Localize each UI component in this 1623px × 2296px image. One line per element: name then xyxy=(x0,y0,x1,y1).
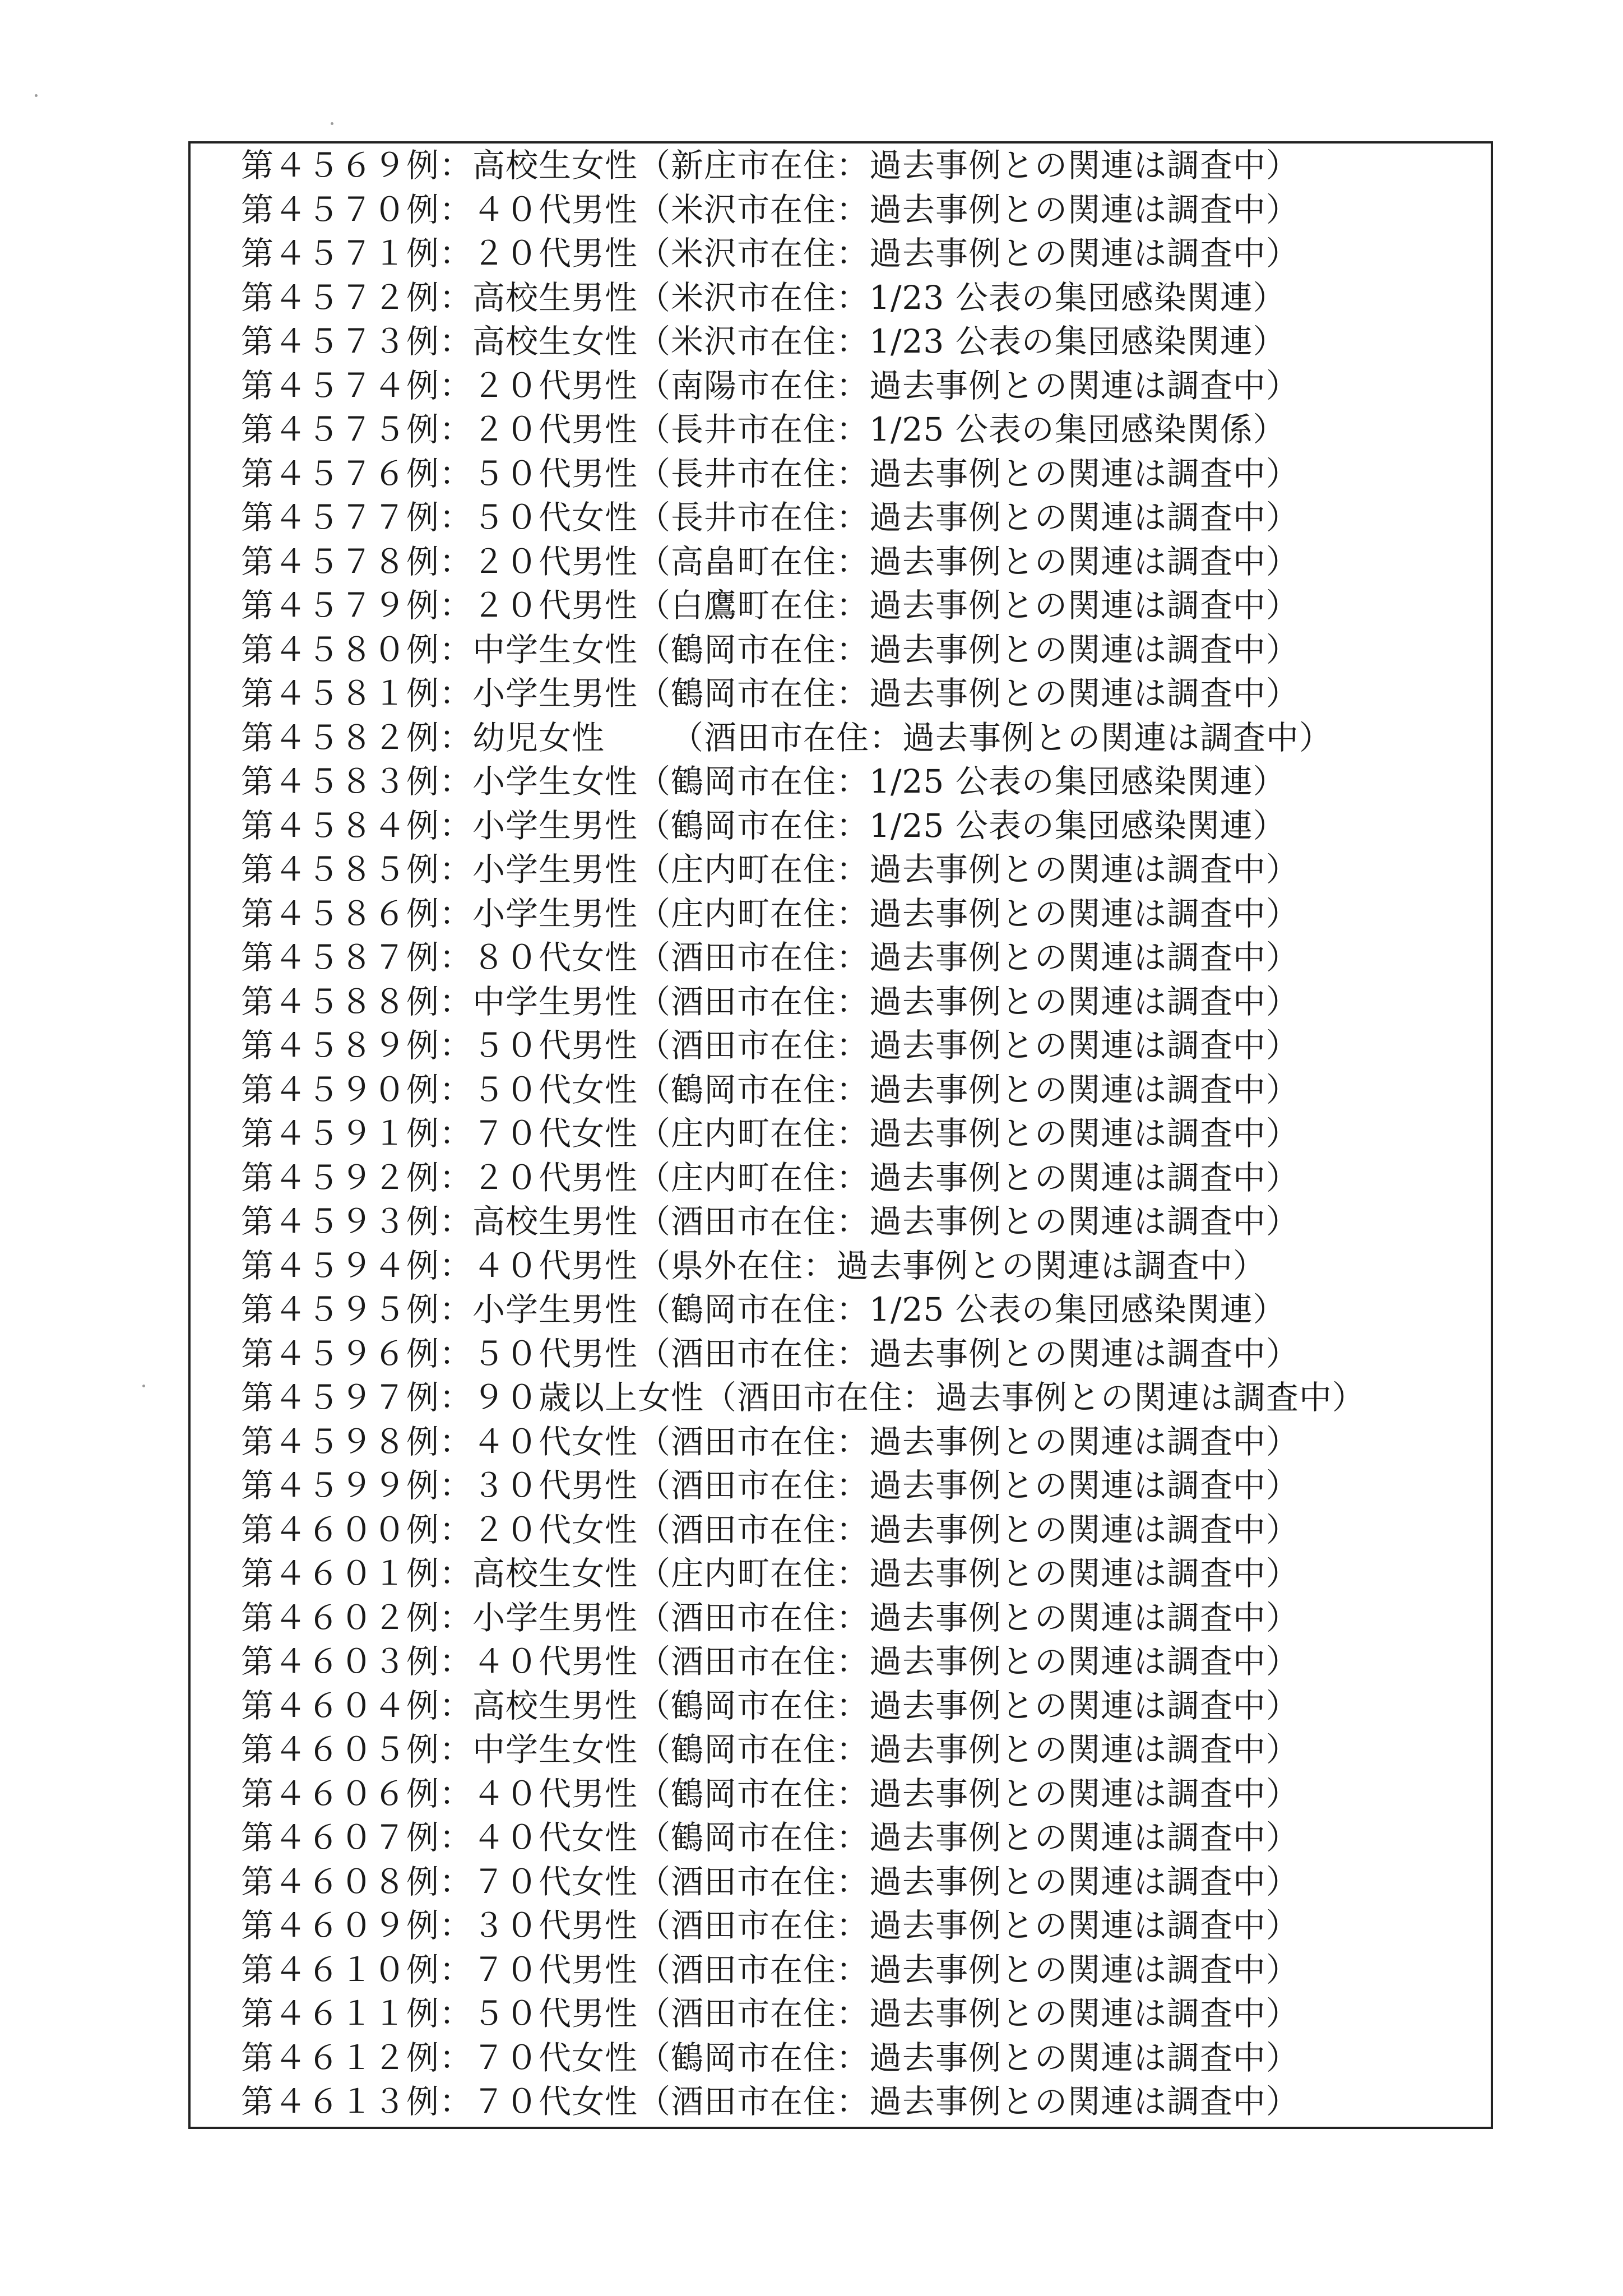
case-detail: （鶴岡市在住：過去事例との関連は調査中） xyxy=(638,674,1300,712)
case-row xyxy=(241,1508,1365,1552)
case-number: 第４５８９例 xyxy=(241,1026,440,1064)
case-number: 第４５９２例 xyxy=(241,1158,440,1197)
case-separator: ： xyxy=(439,1642,473,1681)
case-row xyxy=(241,452,1365,496)
case-separator: ： xyxy=(439,1774,473,1813)
case-separator: ： xyxy=(439,2038,473,2077)
case-profile: ７０代女性 xyxy=(472,2082,638,2121)
case-detail: （米沢市在住：1/23 公表の集団感染関連） xyxy=(638,278,1286,317)
case-separator: ： xyxy=(439,1818,473,1857)
case-list xyxy=(241,144,1365,2124)
case-separator: ： xyxy=(439,806,473,845)
case-profile: 高校生女性 xyxy=(472,1554,638,1593)
case-profile: 高校生男性 xyxy=(472,1686,638,1725)
case-row xyxy=(241,1156,1365,1200)
case-row xyxy=(241,276,1365,320)
case-row xyxy=(241,1684,1365,1728)
case-detail: （鶴岡市在住：過去事例との関連は調査中） xyxy=(638,1686,1300,1725)
case-profile: ９０歳以上女性 xyxy=(472,1378,704,1417)
case-detail: （鶴岡市在住：1/25 公表の集団感染関連） xyxy=(638,1290,1286,1328)
case-row xyxy=(241,628,1365,672)
case-row xyxy=(241,1464,1365,1508)
case-number: 第４５９５例 xyxy=(241,1290,440,1328)
case-number: 第４５８４例 xyxy=(241,806,440,845)
case-number: 第４５７３例 xyxy=(241,322,440,360)
case-detail: （庄内町在住：過去事例との関連は調査中） xyxy=(638,894,1300,933)
case-row xyxy=(241,364,1365,408)
case-profile: ４０代女性 xyxy=(472,1422,638,1461)
case-separator: ： xyxy=(439,1202,473,1240)
case-profile: ４０代男性 xyxy=(472,1774,638,1813)
case-detail: （白鷹町在住：過去事例との関連は調査中） xyxy=(638,586,1300,624)
case-detail: （鶴岡市在住：過去事例との関連は調査中） xyxy=(638,1070,1300,1109)
case-detail: （酒田市在住：過去事例との関連は調査中） xyxy=(638,1422,1300,1461)
case-profile: ２０代男性 xyxy=(472,366,638,405)
case-row xyxy=(241,1728,1365,1772)
case-detail: （鶴岡市在住：1/25 公表の集団感染関連） xyxy=(638,806,1286,845)
case-row xyxy=(241,1112,1365,1156)
case-row xyxy=(241,1200,1365,1244)
case-detail: （長井市在住：過去事例との関連は調査中） xyxy=(638,498,1300,536)
case-profile: ４０代男性 xyxy=(472,190,638,229)
case-detail: （鶴岡市在住：1/25 公表の集団感染関連） xyxy=(638,762,1286,800)
case-detail: （酒田市在住：過去事例との関連は調査中） xyxy=(638,1334,1300,1373)
case-profile: 小学生女性 xyxy=(472,762,638,800)
case-separator: ： xyxy=(439,718,473,757)
case-separator: ： xyxy=(439,498,473,536)
case-profile: 小学生男性 xyxy=(472,806,638,845)
case-number: 第４５７８例 xyxy=(241,542,440,581)
case-detail: （新庄市在住：過去事例との関連は調査中） xyxy=(638,146,1300,184)
case-detail: （長井市在住：過去事例との関連は調査中） xyxy=(638,454,1300,493)
case-separator: ： xyxy=(439,1422,473,1461)
case-separator: ： xyxy=(439,1114,473,1152)
case-number: 第４６０９例 xyxy=(241,1906,440,1945)
case-detail: （酒田市在住：過去事例との関連は調査中） xyxy=(638,1202,1300,1240)
case-row xyxy=(241,1772,1365,1816)
case-row xyxy=(241,540,1365,584)
case-number: 第４５８２例 xyxy=(241,718,440,757)
case-number: 第４６０３例 xyxy=(241,1642,440,1681)
case-separator: ： xyxy=(439,2082,473,2121)
case-separator: ： xyxy=(439,234,473,272)
case-number: 第４５７５例 xyxy=(241,410,440,448)
case-profile: ７０代女性 xyxy=(472,1862,638,1901)
case-row xyxy=(241,892,1365,936)
case-number: 第４６０５例 xyxy=(241,1730,440,1769)
case-detail: （県外在住：過去事例との関連は調査中） xyxy=(638,1246,1267,1285)
case-row xyxy=(241,1024,1365,1068)
case-profile: ７０代女性 xyxy=(472,2038,638,2077)
case-detail: （庄内町在住：過去事例との関連は調査中） xyxy=(638,1554,1300,1593)
case-profile: ２０代男性 xyxy=(472,586,638,624)
case-detail: （酒田市在住：過去事例との関連は調査中） xyxy=(638,2082,1300,2121)
case-number: 第４６００例 xyxy=(241,1510,440,1549)
case-list-frame xyxy=(188,141,1493,2129)
case-number: 第４５７９例 xyxy=(241,586,440,624)
case-number: 第４５８１例 xyxy=(241,674,440,712)
case-row xyxy=(241,1904,1365,1948)
case-row xyxy=(241,232,1365,276)
case-profile: 高校生女性 xyxy=(472,322,638,360)
case-detail: （酒田市在住：過去事例との関連は調査中） xyxy=(638,1026,1300,1064)
case-number: 第４５７６例 xyxy=(241,454,440,493)
case-separator: ： xyxy=(439,630,473,669)
case-profile: ２０代男性 xyxy=(472,410,638,448)
case-row xyxy=(241,1816,1365,1860)
case-profile: 小学生男性 xyxy=(472,674,638,712)
case-number: 第４６０１例 xyxy=(241,1554,440,1593)
case-detail: （米沢市在住：過去事例との関連は調査中） xyxy=(638,234,1300,272)
case-number: 第４５６９例 xyxy=(241,146,440,184)
case-separator: ： xyxy=(439,366,473,405)
case-detail: （酒田市在住：過去事例との関連は調査中） xyxy=(638,1950,1300,1989)
case-separator: ： xyxy=(439,278,473,317)
case-number: 第４５７７例 xyxy=(241,498,440,536)
case-row xyxy=(241,1948,1365,1992)
case-separator: ： xyxy=(439,1158,473,1197)
case-separator: ： xyxy=(439,1950,473,1989)
case-separator: ： xyxy=(439,1994,473,2033)
case-number: 第４５７４例 xyxy=(241,366,440,405)
case-row xyxy=(241,804,1365,848)
case-row xyxy=(241,1244,1365,1288)
case-profile: ２０代男性 xyxy=(472,542,638,581)
case-row xyxy=(241,1068,1365,1112)
case-number: 第４５９３例 xyxy=(241,1202,440,1240)
case-row xyxy=(241,1552,1365,1596)
case-detail: （酒田市在住：過去事例との関連は調査中） xyxy=(638,1598,1300,1637)
case-number: 第４５８８例 xyxy=(241,982,440,1021)
case-profile: ２０代男性 xyxy=(472,1158,638,1197)
scan-speck xyxy=(331,122,333,125)
case-profile: ４０代女性 xyxy=(472,1818,638,1857)
case-profile: ２０代女性 xyxy=(472,1510,638,1549)
scan-speck xyxy=(142,1385,145,1387)
case-row xyxy=(241,716,1365,760)
case-row xyxy=(241,1332,1365,1376)
case-separator: ： xyxy=(439,1290,473,1328)
case-profile: 小学生男性 xyxy=(472,1290,638,1328)
case-separator: ： xyxy=(439,146,473,184)
case-row xyxy=(241,848,1365,892)
scan-speck xyxy=(35,94,38,97)
case-number: 第４６０４例 xyxy=(241,1686,440,1725)
case-number: 第４５８５例 xyxy=(241,850,440,888)
case-profile: ７０代女性 xyxy=(472,1114,638,1152)
case-profile: ４０代男性 xyxy=(472,1642,638,1681)
case-number: 第４６１２例 xyxy=(241,2038,440,2077)
case-separator: ： xyxy=(439,1510,473,1549)
case-profile: ５０代男性 xyxy=(472,1994,638,2033)
case-row xyxy=(241,144,1365,188)
case-detail: （酒田市在住：過去事例との関連は調査中） xyxy=(638,1510,1300,1549)
case-detail: （酒田市在住：過去事例との関連は調査中） xyxy=(638,1906,1300,1945)
case-detail: （酒田市在住：過去事例との関連は調査中） xyxy=(638,938,1300,976)
case-number: 第４６１０例 xyxy=(241,1950,440,1989)
case-detail: （長井市在住：1/25 公表の集団感染関係） xyxy=(638,410,1286,448)
case-number: 第４５８３例 xyxy=(241,762,440,800)
case-row xyxy=(241,936,1365,980)
case-separator: ： xyxy=(439,586,473,624)
case-number: 第４５７２例 xyxy=(241,278,440,317)
case-detail: （庄内町在住：過去事例との関連は調査中） xyxy=(638,1158,1300,1197)
case-row xyxy=(241,1420,1365,1464)
case-detail: （米沢市在住：過去事例との関連は調査中） xyxy=(638,190,1300,229)
case-profile: ５０代女性 xyxy=(472,498,638,536)
case-detail: （酒田市在住：過去事例との関連は調査中） xyxy=(638,982,1300,1021)
case-separator: ： xyxy=(439,190,473,229)
case-number: 第４５８７例 xyxy=(241,938,440,976)
case-detail: （鶴岡市在住：過去事例との関連は調査中） xyxy=(638,1774,1300,1813)
case-number: 第４５８６例 xyxy=(241,894,440,933)
case-number: 第４６０８例 xyxy=(241,1862,440,1901)
case-number: 第４５９６例 xyxy=(241,1334,440,1373)
case-separator: ： xyxy=(439,894,473,933)
case-profile: 小学生男性 xyxy=(472,1598,638,1637)
case-number: 第４５７０例 xyxy=(241,190,440,229)
case-separator: ： xyxy=(439,762,473,800)
case-profile: ３０代男性 xyxy=(472,1466,638,1505)
case-number: 第４５９８例 xyxy=(241,1422,440,1461)
case-detail: （酒田市在住：過去事例との関連は調査中） xyxy=(671,718,1333,757)
case-detail: （鶴岡市在住：過去事例との関連は調査中） xyxy=(638,630,1300,669)
case-detail: （庄内町在住：過去事例との関連は調査中） xyxy=(638,850,1300,888)
case-separator: ： xyxy=(439,1334,473,1373)
case-profile: 小学生男性 xyxy=(472,894,638,933)
case-separator: ： xyxy=(439,1686,473,1725)
case-number: 第４５９７例 xyxy=(241,1378,440,1417)
case-profile: ５０代男性 xyxy=(472,1026,638,1064)
case-number: 第４５９４例 xyxy=(241,1246,440,1285)
case-row xyxy=(241,1288,1365,1332)
case-row xyxy=(241,320,1365,364)
case-number: 第４６０２例 xyxy=(241,1598,440,1637)
case-separator: ： xyxy=(439,1598,473,1637)
case-profile: 小学生男性 xyxy=(472,850,638,888)
case-detail: （酒田市在住：過去事例との関連は調査中） xyxy=(638,1862,1300,1901)
case-detail: （南陽市在住：過去事例との関連は調査中） xyxy=(638,366,1300,405)
case-row xyxy=(241,584,1365,628)
case-number: 第４５９１例 xyxy=(241,1114,440,1152)
case-number: 第４６０７例 xyxy=(241,1818,440,1857)
case-separator: ： xyxy=(439,938,473,976)
case-separator: ： xyxy=(439,982,473,1021)
case-row xyxy=(241,760,1365,804)
case-profile: ４０代男性 xyxy=(472,1246,638,1285)
case-profile: ５０代男性 xyxy=(472,454,638,493)
case-separator: ： xyxy=(439,410,473,448)
case-detail: （高畠町在住：過去事例との関連は調査中） xyxy=(638,542,1300,581)
case-detail: （鶴岡市在住：過去事例との関連は調査中） xyxy=(638,2038,1300,2077)
case-separator: ： xyxy=(439,1378,473,1417)
case-separator: ： xyxy=(439,1730,473,1769)
case-profile: 高校生女性 xyxy=(472,146,638,184)
case-number: 第４５８０例 xyxy=(241,630,440,669)
case-separator: ： xyxy=(439,674,473,712)
case-profile: 中学生女性 xyxy=(472,1730,638,1769)
case-row xyxy=(241,980,1365,1024)
case-profile: ５０代女性 xyxy=(472,1070,638,1109)
case-profile: 幼児女性 xyxy=(472,718,671,757)
case-profile: ５０代男性 xyxy=(472,1334,638,1373)
case-detail: （鶴岡市在住：過去事例との関連は調査中） xyxy=(638,1730,1300,1769)
case-row xyxy=(241,1860,1365,1904)
case-profile: 高校生男性 xyxy=(472,1202,638,1240)
case-separator: ： xyxy=(439,1906,473,1945)
case-row xyxy=(241,1596,1365,1640)
case-number: 第４６０６例 xyxy=(241,1774,440,1813)
case-number: 第４５９９例 xyxy=(241,1466,440,1505)
case-row xyxy=(241,1376,1365,1420)
case-row xyxy=(241,408,1365,452)
case-detail: （酒田市在住：過去事例との関連は調査中） xyxy=(704,1378,1366,1417)
case-detail: （米沢市在住：1/23 公表の集団感染関連） xyxy=(638,322,1286,360)
case-row xyxy=(241,672,1365,716)
case-detail: （鶴岡市在住：過去事例との関連は調査中） xyxy=(638,1818,1300,1857)
case-row xyxy=(241,2036,1365,2080)
case-separator: ： xyxy=(439,1026,473,1064)
case-separator: ： xyxy=(439,850,473,888)
case-separator: ： xyxy=(439,1862,473,1901)
case-detail: （酒田市在住：過去事例との関連は調査中） xyxy=(638,1642,1300,1681)
case-separator: ： xyxy=(439,542,473,581)
case-separator: ： xyxy=(439,1554,473,1593)
case-separator: ： xyxy=(439,1246,473,1285)
case-detail: （酒田市在住：過去事例との関連は調査中） xyxy=(638,1466,1300,1505)
case-separator: ： xyxy=(439,1466,473,1505)
case-number: 第４５７１例 xyxy=(241,234,440,272)
case-profile: ３０代男性 xyxy=(472,1906,638,1945)
case-profile: ７０代男性 xyxy=(472,1950,638,1989)
case-profile: 中学生男性 xyxy=(472,982,638,1021)
case-profile: 中学生女性 xyxy=(472,630,638,669)
case-detail: （酒田市在住：過去事例との関連は調査中） xyxy=(638,1994,1300,2033)
case-row xyxy=(241,1640,1365,1684)
case-separator: ： xyxy=(439,1070,473,1109)
case-number: 第４５９０例 xyxy=(241,1070,440,1109)
case-separator: ： xyxy=(439,322,473,360)
case-row xyxy=(241,188,1365,232)
case-profile: ２０代男性 xyxy=(472,234,638,272)
case-number: 第４６１３例 xyxy=(241,2082,440,2121)
case-number: 第４６１１例 xyxy=(241,1994,440,2033)
case-separator: ： xyxy=(439,454,473,493)
case-detail: （庄内町在住：過去事例との関連は調査中） xyxy=(638,1114,1300,1152)
case-row xyxy=(241,1992,1365,2036)
case-profile: ８０代女性 xyxy=(472,938,638,976)
case-row xyxy=(241,496,1365,540)
case-row xyxy=(241,2080,1365,2124)
case-profile: 高校生男性 xyxy=(472,278,638,317)
